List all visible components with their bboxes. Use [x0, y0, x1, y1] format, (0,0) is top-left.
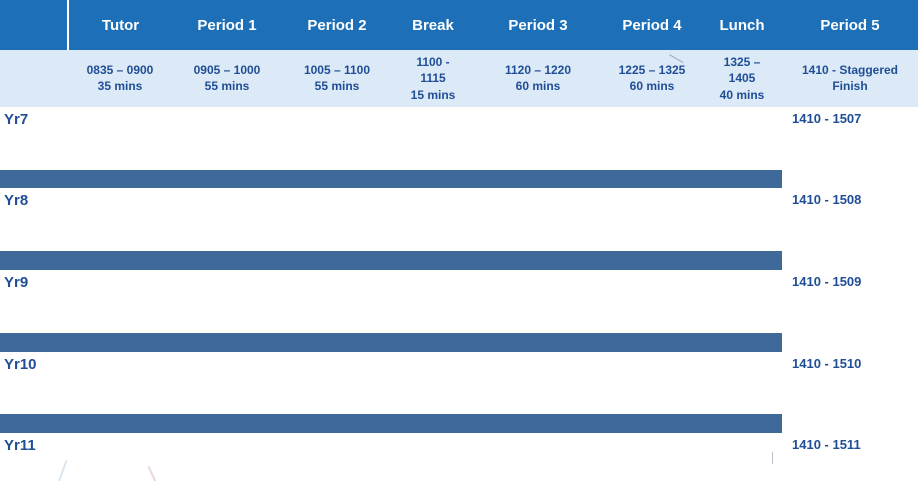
cell-yr9-tutor	[68, 270, 172, 333]
cell-yr11-tutor	[68, 433, 172, 496]
cell-yr8-break	[392, 188, 474, 251]
cell-yr7-period-1	[172, 107, 282, 170]
times-break-line3: 15 mins	[410, 87, 456, 102]
band-3-period-4	[602, 333, 702, 352]
band-1-lunch	[702, 170, 782, 189]
times-lunch-line3: 40 mins	[719, 87, 765, 102]
cell-yr7-tutor	[68, 107, 172, 170]
times-break-line2: 1115	[420, 71, 446, 86]
cell-yr10-lunch	[702, 352, 782, 415]
year-label-yr8: Yr8	[0, 188, 68, 251]
times-tutor-line2: 35 mins	[97, 79, 143, 94]
band-3-period-3	[474, 333, 602, 352]
cell-yr8-period-4	[602, 188, 702, 251]
times-row	[0, 50, 918, 107]
band-4-period-1	[172, 414, 282, 433]
band-3-lunch	[702, 333, 782, 352]
table-row	[0, 107, 918, 170]
times-cell-lunch	[702, 50, 782, 107]
year-label-yr10: Yr10	[0, 352, 68, 415]
header-cell-tutor: Tutor	[68, 0, 172, 50]
band-4-tutor-left	[0, 414, 68, 433]
band-1-period-1	[172, 170, 282, 189]
band-3-tutor	[68, 333, 172, 352]
times-cell-break	[392, 50, 474, 107]
band-1-period-5	[782, 170, 918, 189]
cell-yr11-period-2	[282, 433, 392, 496]
times-corner	[0, 50, 68, 107]
band-2-lunch	[702, 251, 782, 270]
times-lunch-line1: 1325 –	[723, 55, 761, 70]
times-cell-period-5	[782, 50, 918, 107]
cell-yr10-period-1	[172, 352, 282, 415]
cell-yr9-period-5: 1410 - 1509	[782, 270, 918, 333]
times-lunch-line2: 1405	[728, 71, 756, 86]
cell-yr10-period-5: 1410 - 1510	[782, 352, 918, 415]
cell-yr11-period-5: 1410 - 1511	[782, 433, 918, 496]
band-2-period-2	[282, 251, 392, 270]
band-2-tutor	[68, 251, 172, 270]
band-1-period-3	[474, 170, 602, 189]
cell-yr8-period-5: 1410 - 1508	[782, 188, 918, 251]
cell-yr8-tutor	[68, 188, 172, 251]
cell-yr10-period-3	[474, 352, 602, 415]
band-1-period-2	[282, 170, 392, 189]
cell-yr8-period-2	[282, 188, 392, 251]
times-period-4-line2: 60 mins	[629, 79, 675, 94]
times-tutor-line1: 0835 – 0900	[86, 63, 154, 78]
separator-band-2	[0, 251, 918, 270]
band-1-tutor	[68, 170, 172, 189]
header-cell-period-4: Period 4	[602, 0, 702, 50]
separator-band-3	[0, 333, 918, 352]
year-label-yr11: Yr11	[0, 433, 68, 496]
band-2-period-4	[602, 251, 702, 270]
header-cell-period-2: Period 2	[282, 0, 392, 50]
times-period-2-line2: 55 mins	[314, 79, 360, 94]
header-cell-lunch: Lunch	[702, 0, 782, 50]
band-3-break	[392, 333, 474, 352]
cell-yr9-break	[392, 270, 474, 333]
times-period-1-line1: 0905 – 1000	[193, 63, 261, 78]
cell-yr7-period-5: 1410 - 1507	[782, 107, 918, 170]
cell-yr9-period-1	[172, 270, 282, 333]
header-cell-period-5: Period 5	[782, 0, 918, 50]
separator-band-4	[0, 414, 918, 433]
cell-yr9-period-2	[282, 270, 392, 333]
times-cell-period-3	[474, 50, 602, 107]
cell-yr7-period-2	[282, 107, 392, 170]
cell-yr9-period-4	[602, 270, 702, 333]
band-4-period-3	[474, 414, 602, 433]
header-cell-period-3: Period 3	[474, 0, 602, 50]
times-cell-tutor	[68, 50, 172, 107]
header-cell-break: Break	[392, 0, 474, 50]
times-period-1-line2: 55 mins	[204, 79, 250, 94]
year-label-yr9: Yr9	[0, 270, 68, 333]
table-row	[0, 433, 918, 496]
year-label-yr7: Yr7	[0, 107, 68, 170]
cell-yr11-break	[392, 433, 474, 496]
band-1-tutor-left	[0, 170, 68, 189]
table-row	[0, 270, 918, 333]
times-period-3-line1: 1120 – 1220	[504, 63, 572, 78]
band-4-tutor	[68, 414, 172, 433]
cell-yr9-lunch	[702, 270, 782, 333]
cell-yr8-period-1	[172, 188, 282, 251]
cell-yr7-period-4	[602, 107, 702, 170]
table-row	[0, 188, 918, 251]
cell-yr8-lunch	[702, 188, 782, 251]
cell-yr7-break	[392, 107, 474, 170]
table-row	[0, 352, 918, 415]
band-2-tutor-left	[0, 251, 68, 270]
band-3-period-1	[172, 333, 282, 352]
header-corner	[0, 0, 68, 50]
cell-yr10-break	[392, 352, 474, 415]
band-2-period-5	[782, 251, 918, 270]
cell-yr9-period-3	[474, 270, 602, 333]
cell-yr11-period-3	[474, 433, 602, 496]
cell-yr11-lunch	[702, 433, 782, 496]
times-period-5-line2: Finish	[832, 79, 868, 94]
band-4-period-5	[782, 414, 918, 433]
band-4-break	[392, 414, 474, 433]
band-4-lunch	[702, 414, 782, 433]
cell-yr10-period-2	[282, 352, 392, 415]
band-4-period-2	[282, 414, 392, 433]
header-row	[0, 0, 918, 50]
cell-yr10-period-4	[602, 352, 702, 415]
times-cell-period-2	[282, 50, 392, 107]
band-1-break	[392, 170, 474, 189]
band-3-period-2	[282, 333, 392, 352]
times-period-5-line1: 1410 - Staggered	[801, 63, 899, 78]
times-break-line1: 1100 -	[416, 55, 450, 70]
band-3-tutor-left	[0, 333, 68, 352]
cell-yr7-lunch	[702, 107, 782, 170]
times-period-3-line2: 60 mins	[515, 79, 561, 94]
band-3-period-5	[782, 333, 918, 352]
times-period-4-line1: 1225 – 1325	[618, 63, 686, 78]
separator-band-1	[0, 170, 918, 189]
times-period-2-line1: 1005 – 1100	[303, 63, 371, 78]
band-2-period-3	[474, 251, 602, 270]
cell-yr11-period-4	[602, 433, 702, 496]
cell-yr11-period-1	[172, 433, 282, 496]
times-cell-period-4	[602, 50, 702, 107]
cell-yr7-period-3	[474, 107, 602, 170]
band-2-break	[392, 251, 474, 270]
header-cell-period-1: Period 1	[172, 0, 282, 50]
cell-yr10-tutor	[68, 352, 172, 415]
band-2-period-1	[172, 251, 282, 270]
times-cell-period-1	[172, 50, 282, 107]
cell-yr8-period-3	[474, 188, 602, 251]
band-1-period-4	[602, 170, 702, 189]
band-4-period-4	[602, 414, 702, 433]
